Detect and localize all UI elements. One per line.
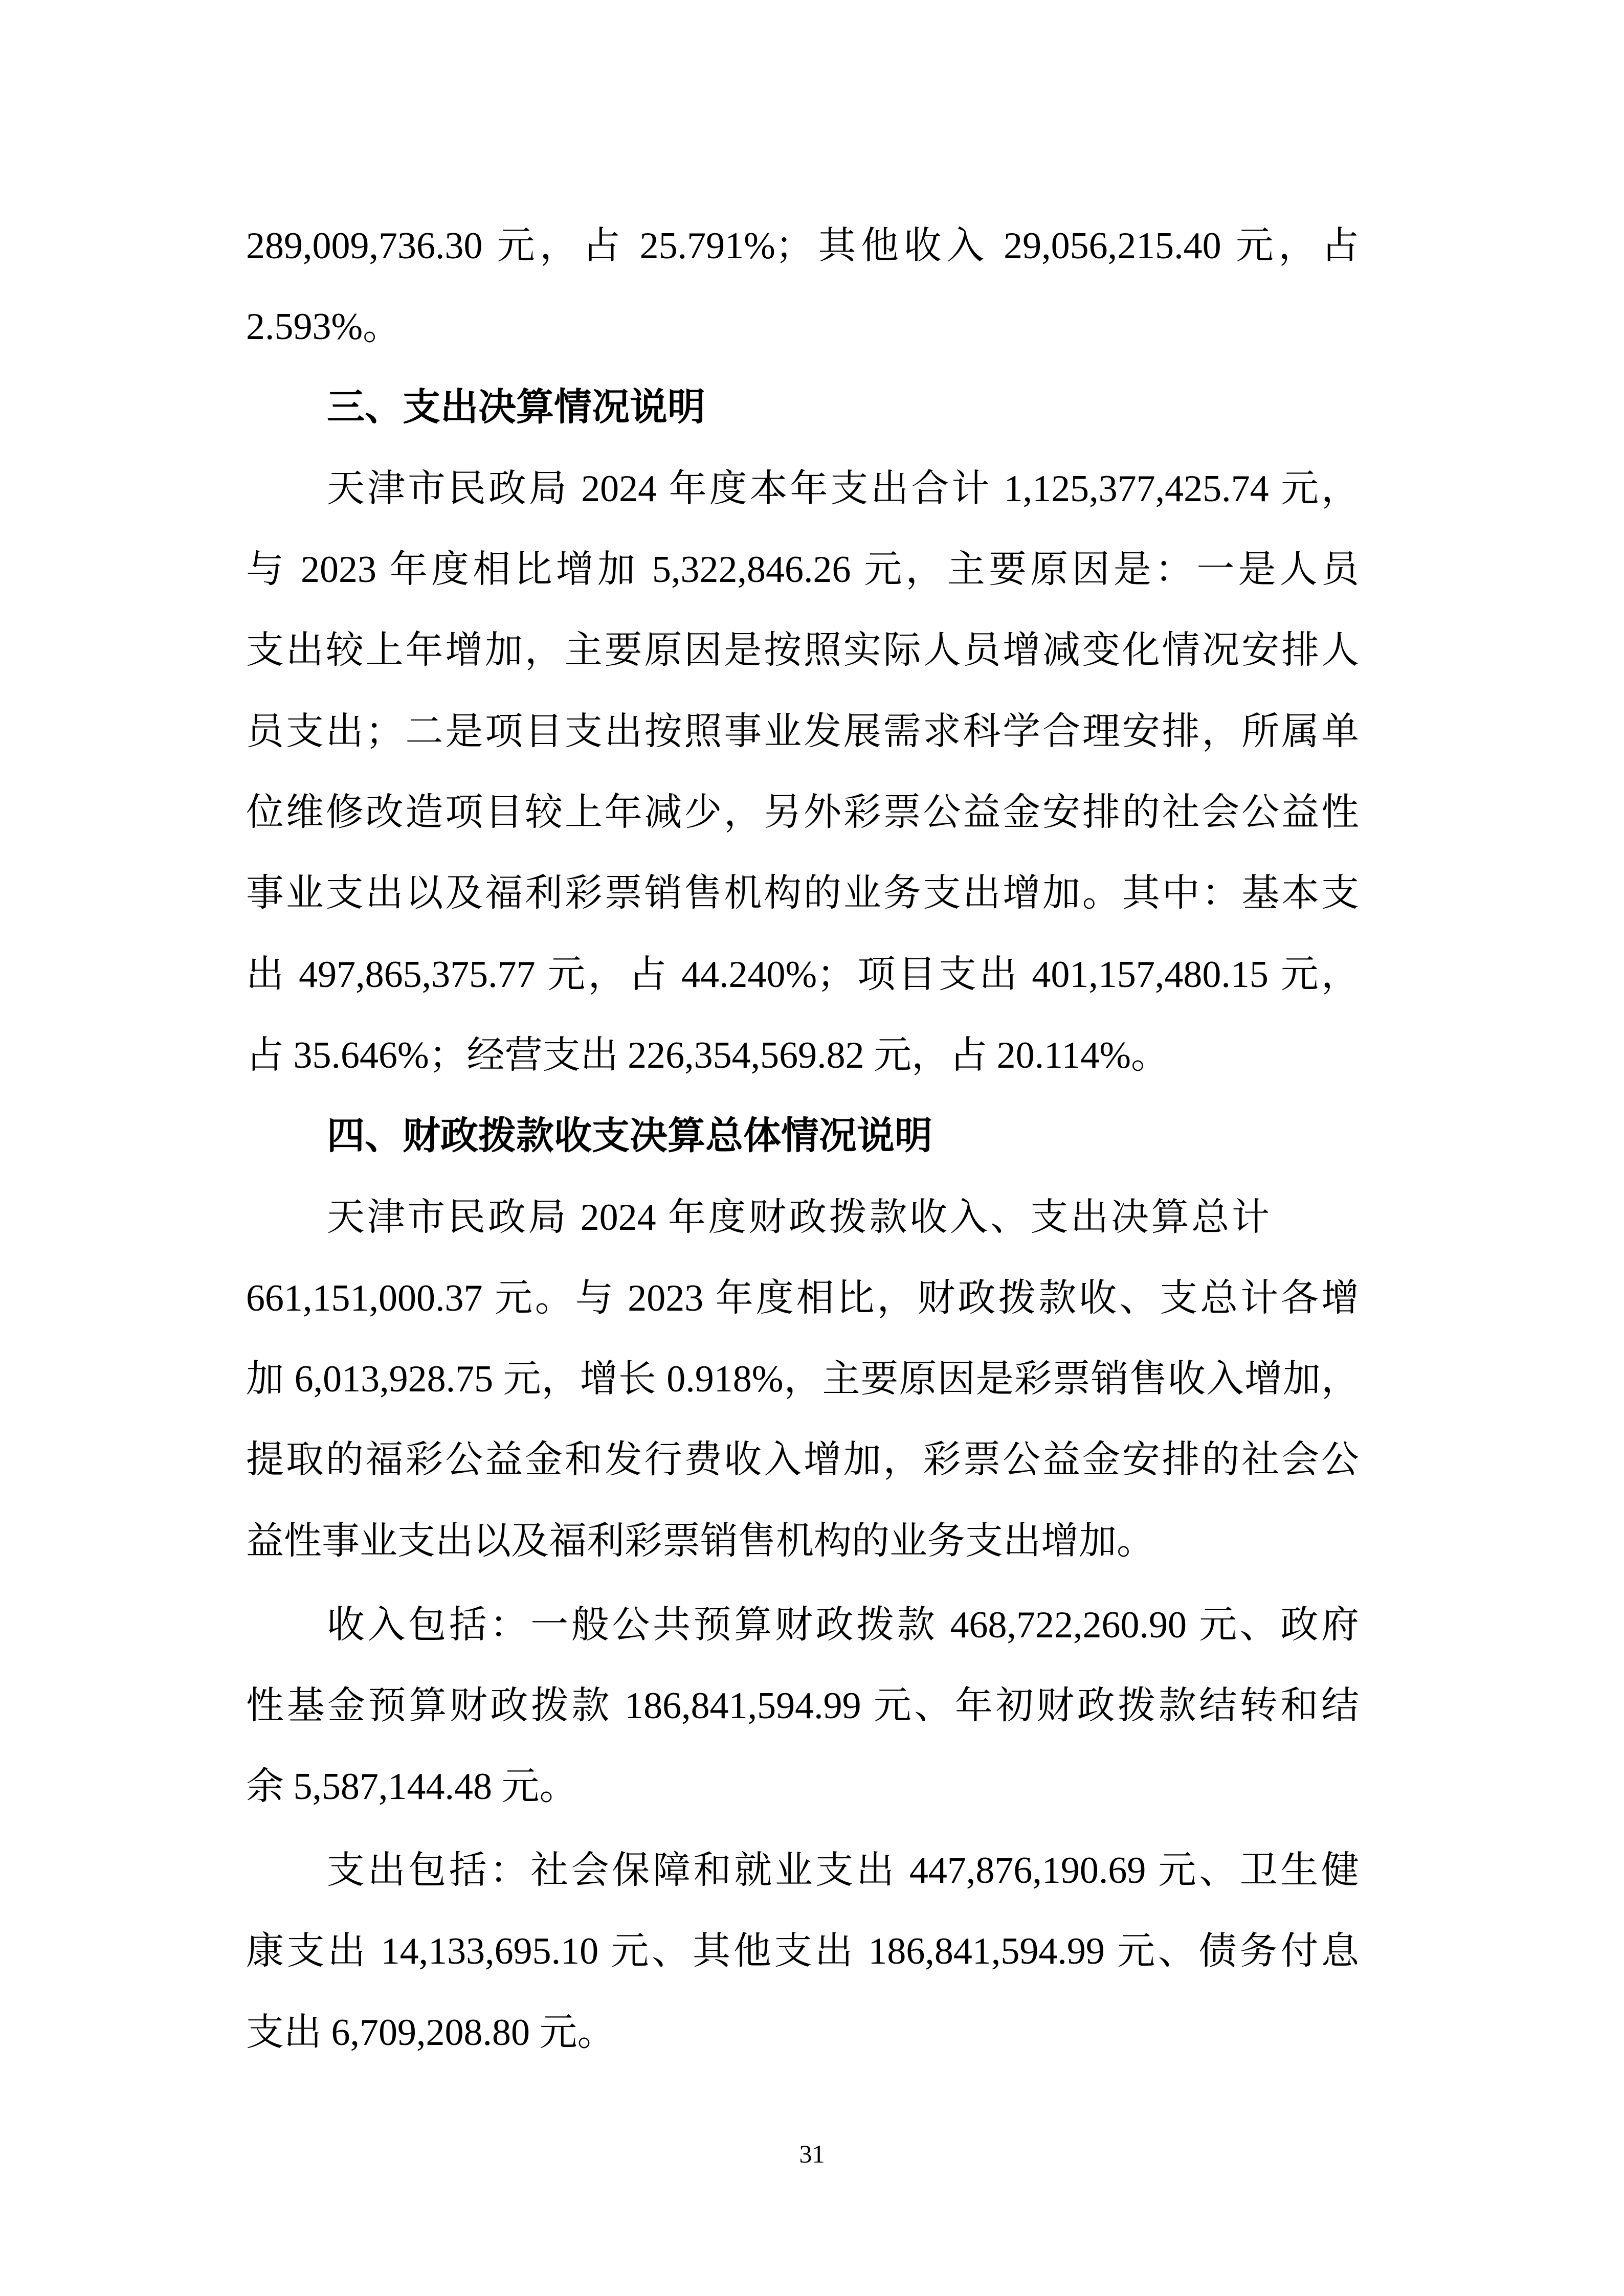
body-text-line: 支出包括：社会保障和就业支出 447,876,190.69 元、卫生健 [327,1850,1359,1892]
section-heading: 三、支出决算情况说明 [327,387,705,429]
section-heading: 四、财政拨款收支决算总体情况说明 [327,1115,932,1157]
page-number: 31 [799,2140,825,2168]
body-text-line: 289,009,736.30 元，占 25.791%；其他收入 29,056,215.40 元，占 [246,225,1359,267]
body-text-line: 占 35.646%；经营支出 226,354,569.82 元，占 20.114%。 [246,1034,1169,1076]
body-text-line: 出 497,865,375.77 元，占 44.240%；项目支出 401,157,480.15 元， [246,954,1359,996]
body-text-line: 天津市民政局 2024 年度本年支出合计 1,125,377,425.74 元， [327,468,1359,510]
body-text-line: 收入包括：一般公共预算财政拨款 468,722,260.90 元、政府 [327,1604,1359,1646]
body-text-line: 余 5,587,144.48 元。 [246,1766,577,1808]
body-text-line: 天津市民政局 2024 年度财政拨款收入、支出决算总计 [327,1197,1270,1239]
body-text-line: 与 2023 年度相比增加 5,322,846.26 元，主要原因是：一是人员 [246,549,1359,591]
body-text-line: 事业支出以及福利彩票销售机构的业务支出增加。其中：基本支 [246,872,1359,914]
body-text-line: 支出较上年增加，主要原因是按照实际人员增减变化情况安排人 [246,629,1359,671]
body-text-line: 支出 6,709,208.80 元。 [246,2012,615,2054]
body-text-line: 益性事业支出以及福利彩票销售机构的业务支出增加。 [246,1520,1154,1562]
body-text-line: 位维修改造项目较上年减少，另外彩票公益金安排的社会公益性 [246,792,1359,834]
body-text-line: 2.593%。 [246,306,401,348]
body-text-line: 661,151,000.37 元。与 2023 年度相比，财政拨款收、支总计各增 [246,1277,1359,1319]
body-text-line: 康支出 14,133,695.10 元、其他支出 186,841,594.99 元、债务付息 [246,1930,1359,1972]
body-text-line: 加 6,013,928.75 元，增长 0.918%，主要原因是彩票销售收入增加， [246,1358,1359,1400]
body-text-line: 员支出；二是项目支出按照事业发展需求科学合理安排，所属单 [246,711,1359,753]
body-text-line: 提取的福彩公益金和发行费收入增加，彩票公益金安排的社会公 [246,1439,1359,1481]
body-text-line: 性基金预算财政拨款 186,841,594.99 元、年初财政拨款结转和结 [246,1685,1359,1727]
